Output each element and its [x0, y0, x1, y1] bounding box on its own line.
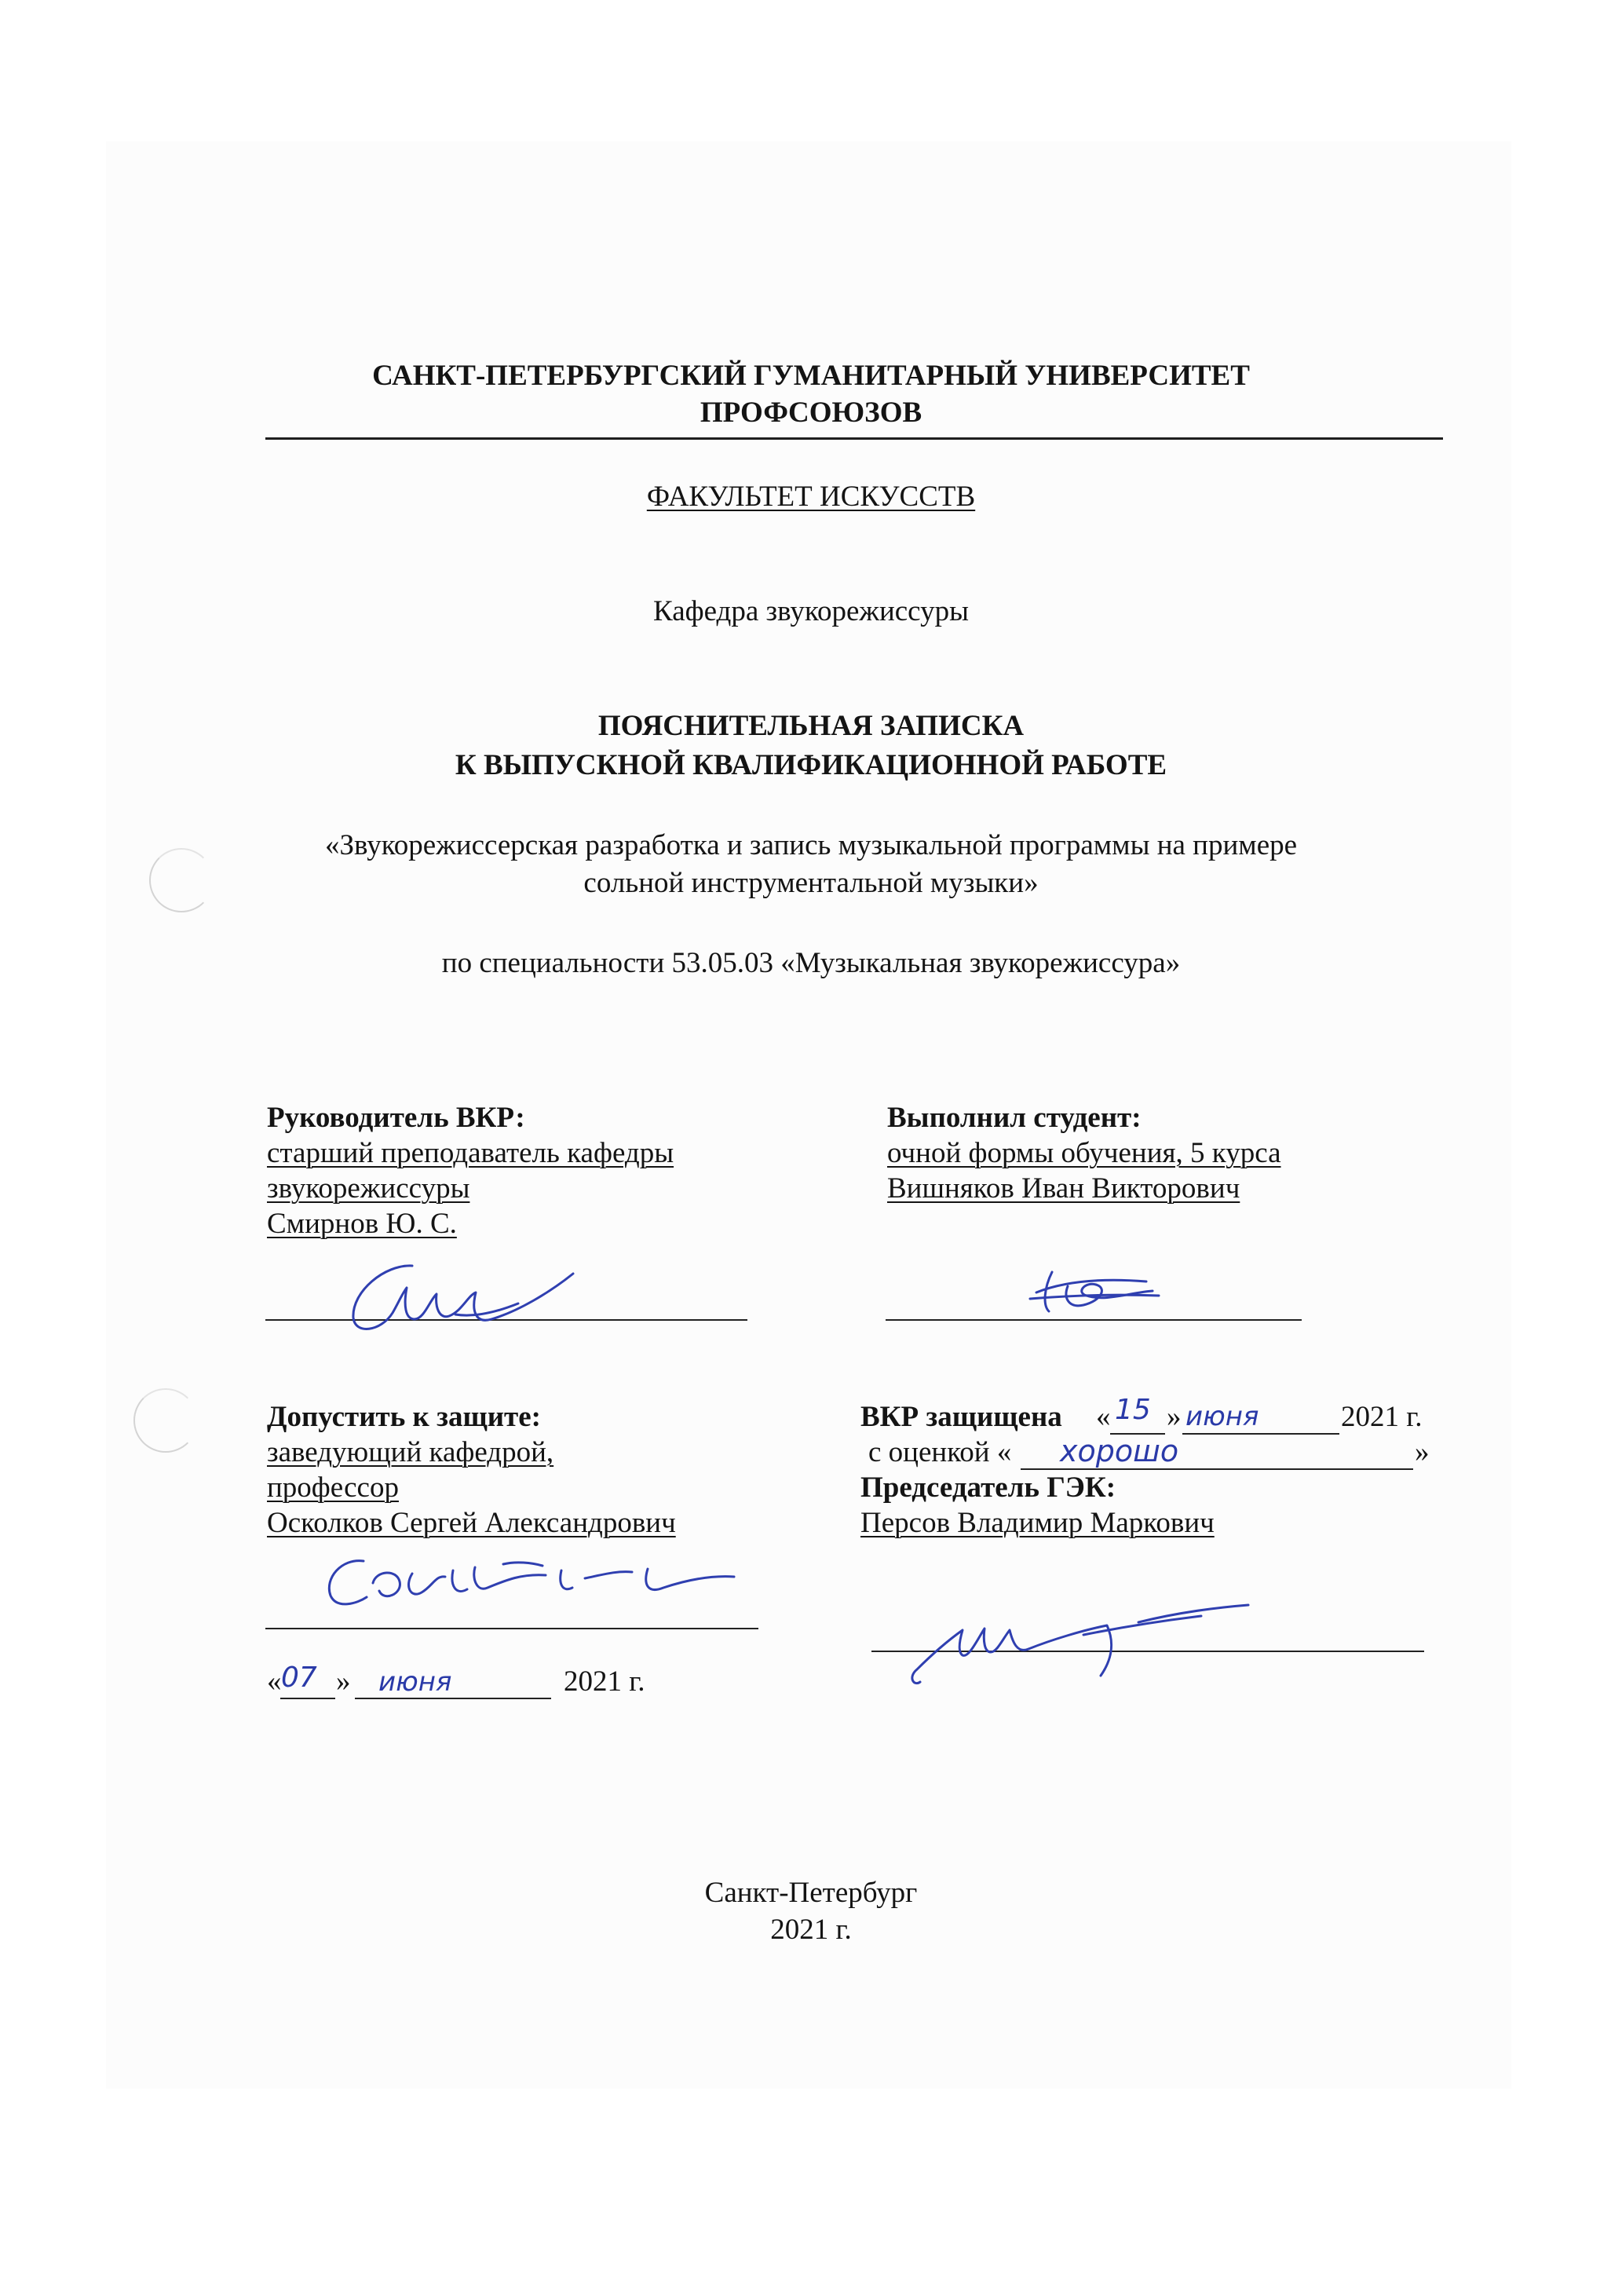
admission-date-year: 2021 г. [564, 1665, 645, 1698]
supervisor-position-line1: старший преподаватель кафедры [267, 1137, 674, 1169]
thesis-topic-line1: «Звукорежиссерская разработка и запись музыкальной программы на примере [324, 829, 1298, 861]
city: Санкт-Петербург [704, 1877, 918, 1909]
department-head-signature [318, 1547, 742, 1621]
commission-chair-signature [903, 1594, 1272, 1696]
student-name: Вишняков Иван Викторович [887, 1172, 1240, 1205]
admission-day-line [280, 1698, 335, 1699]
admission-month-handwritten: июня [378, 1666, 452, 1698]
grade-line [1021, 1468, 1413, 1470]
defense-label: ВКР защищена [860, 1401, 1062, 1433]
defense-month-handwritten: июня [1185, 1401, 1259, 1432]
commission-chair-name: Персов Владимир Маркович [860, 1507, 1215, 1539]
supervisor-signature [338, 1256, 605, 1343]
supervisor-position-line2: звукорежиссуры [267, 1172, 470, 1205]
grade-handwritten: хорошо [1060, 1434, 1179, 1468]
document-title-line2: К ВЫПУСКНОЙ КВАЛИФИКАЦИОННОЙ РАБОТЕ [455, 749, 1167, 781]
student-heading: Выполнил студент: [887, 1102, 1142, 1134]
defense-year: 2021 г. [1341, 1401, 1423, 1433]
document-title-line1: ПОЯСНИТЕЛЬНАЯ ЗАПИСКА [597, 710, 1025, 742]
defense-day-handwritten: 15 [1115, 1394, 1151, 1426]
student-info: очной формы обучения, 5 курса [887, 1137, 1281, 1169]
admission-day-handwritten: 07 [281, 1662, 317, 1694]
admission-role-line1: заведующий кафедрой, [267, 1436, 554, 1468]
header-rule [265, 437, 1443, 440]
admission-month-line [355, 1698, 551, 1699]
department-name: Кафедра звукорежиссуры [653, 595, 969, 627]
university-name-line2: ПРОФСОЮЗОВ [700, 397, 922, 429]
grade-close: » [1415, 1436, 1430, 1468]
admission-date-open: « [267, 1665, 282, 1698]
commission-chair-heading: Председатель ГЭК: [860, 1472, 1116, 1504]
defense-quote-close: » [1167, 1401, 1182, 1433]
supervisor-heading: Руководитель ВКР: [267, 1102, 525, 1134]
defense-month-line [1182, 1433, 1339, 1435]
admission-heading: Допустить к защите: [267, 1401, 541, 1433]
student-signature [1021, 1264, 1178, 1319]
faculty-name: ФАКУЛЬТЕТ ИСКУССТВ [646, 481, 976, 513]
university-name-line1: САНКТ-ПЕТЕРБУРГСКИЙ ГУМАНИТАРНЫЙ УНИВЕРСИТЕТ [372, 360, 1250, 392]
admission-date-close: » [336, 1665, 351, 1698]
department-head-name: Осколков Сергей Александрович [267, 1507, 676, 1539]
defense-quote-open: « [1096, 1401, 1111, 1433]
thesis-topic-line2: сольной инструментальной музыки» [583, 867, 1039, 899]
admission-role-line2: профессор [267, 1472, 399, 1504]
punch-hole-lower [133, 1388, 198, 1453]
student-signature-line [886, 1319, 1302, 1321]
year: 2021 г. [770, 1914, 852, 1946]
supervisor-name: Смирнов Ю. С. [267, 1208, 457, 1240]
grade-label: с оценкой « [868, 1436, 1012, 1468]
department-head-signature-line [265, 1628, 758, 1629]
specialty-line: по специальности 53.05.03 «Музыкальная звукорежиссура» [441, 947, 1181, 979]
